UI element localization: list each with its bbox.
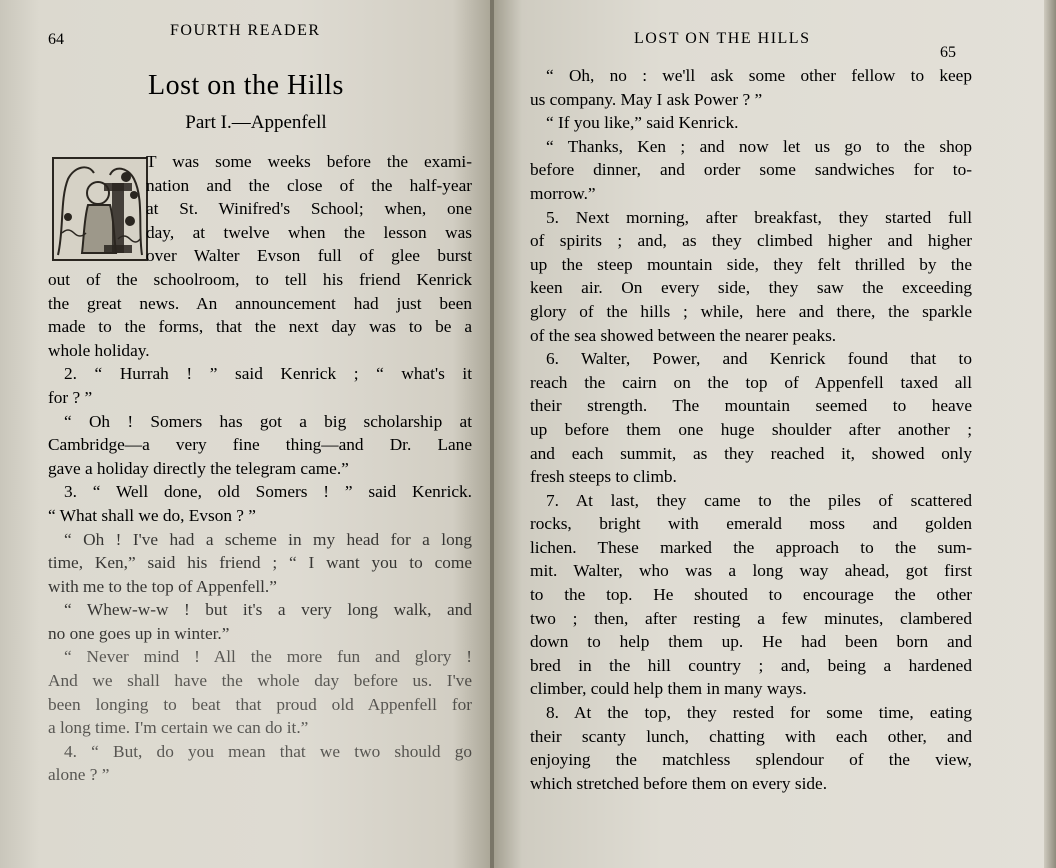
text-line: reach the cairn on the top of Appenfell taxed all [530,372,972,392]
text-line: time, Ken,” said his friend ; “ I want you to come [48,553,472,573]
text-line: “ Never mind ! All the more fun and glory ! [64,647,472,667]
right-page-number: 65 [940,44,956,61]
text-line: for ? ” [48,387,93,407]
text-line: 3. “ Well done, old Somers ! ” said Kenrick. [64,482,472,502]
text-line: climber, could help them in many ways. [530,679,807,699]
text-line: “ Whew-w-w ! but it's a very long walk, and [64,600,472,620]
right-running-head: LOST ON THE HILLS [634,30,811,47]
text-line: day, at twelve when the lesson was [146,222,472,242]
text-line: of spirits ; and, as they climbed higher and higher [530,231,972,251]
text-line: with me to the top of Appenfell.” [48,576,277,596]
text-line: “ Oh ! Somers has got a big scholarship at [64,411,472,431]
text-line: “ What shall we do, Evson ? ” [48,505,256,525]
text-line: “ Oh ! I've had a scheme in my head for a long [64,529,472,549]
page-edge [1044,0,1056,868]
text-line: enjoying the matchless splendour of the view, [530,750,972,770]
text-line: two ; then, after resting a few minutes, clambered [530,608,972,628]
text-line: been longing to beat that proud old Appenfell for [48,694,472,714]
text-line: 4. “ But, do you mean that we two should go [64,741,472,761]
text-line: over Walter Evson full of glee burst [146,246,472,266]
text-line: rocks, bright with emerald moss and golden [530,514,972,534]
text-line: their strength. The mountain seemed to heave [530,396,972,416]
text-line: up the steep mountain side, they felt thrilled by the [530,254,972,274]
left-running-head: FOURTH READER [170,22,321,39]
text-line: 8. At the top, they rested for some time, eating [546,703,972,723]
text-line: gave a holiday directly the telegram came.” [48,458,349,478]
text-line: up before them one huge shoulder after another ; [530,419,972,439]
text-line: 7. At last, they came to the piles of scattered [546,490,972,510]
left-page-text [48,150,472,787]
text-line: of the sea showed between the nearer peaks. [530,325,837,345]
text-line: whole holiday. [48,340,150,360]
text-line: mit. Walter, who was a long way ahead, got first [530,561,972,581]
text-line: morrow.” [530,183,596,203]
text-line: alone ? ” [48,765,110,785]
text-line: 2. “ Hurrah ! ” said Kenrick ; “ what's it [64,364,472,384]
text-line: out of the schoolroom, to tell his friend Kenrick [48,269,472,289]
text-line: Cambridge—a very fine thing—and Dr. Lane [48,435,472,455]
text-line: down to help them up. He had been born and [530,632,972,652]
text-line: their scanty lunch, chatting with each other, and [530,726,972,746]
text-line: nation and the close of the half-year [146,175,472,195]
text-line: 6. Walter, Power, and Kenrick found that to [546,349,972,369]
text-line: at St. Winifred's School; when, one [146,199,472,219]
text-line: before dinner, and order some sandwiches for to- [530,160,972,180]
text-line: lichen. These marked the approach to the sum- [530,537,972,557]
chapter-subtitle: Part I.—Appenfell [185,112,327,133]
text-line: us company. May I ask Power ? ” [530,89,763,109]
text-line: no one goes up in winter.” [48,623,230,643]
text-line: “ If you like,” said Kenrick. [546,113,739,133]
text-line: 5. Next morning, after breakfast, they started full [546,207,972,227]
text-line: And we shall have the whole day before us. I've [48,671,472,691]
left-page-number: 64 [48,31,64,48]
text-line: and each summit, as they reached it, showed only [530,443,972,463]
text-line: the great news. An announcement had just been [48,293,472,313]
text-line: which stretched before them on every side. [530,773,828,793]
text-line: a long time. I'm certain we can do it.” [48,718,309,738]
text-line: glory of the hills ; while, here and there, the sparkle [530,301,972,321]
text-line: keen air. On every side, they saw the exceeding [530,278,972,298]
text-line: bred in the hill country ; and, being a hardened [530,655,972,675]
right-page-text [530,64,972,795]
text-line: to the top. He shouted to encourage the other [530,585,972,605]
text-line: T was some weeks before the exami- [146,152,472,171]
text-line: fresh steeps to climb. [530,467,677,487]
text-line: made to the forms, that the next day was to be a [48,317,472,337]
text-line: “ Oh, no : we'll ask some other fellow to keep [546,66,972,85]
text-line: “ Thanks, Ken ; and now let us go to the shop [546,136,972,156]
chapter-title: Lost on the Hills [148,70,344,101]
